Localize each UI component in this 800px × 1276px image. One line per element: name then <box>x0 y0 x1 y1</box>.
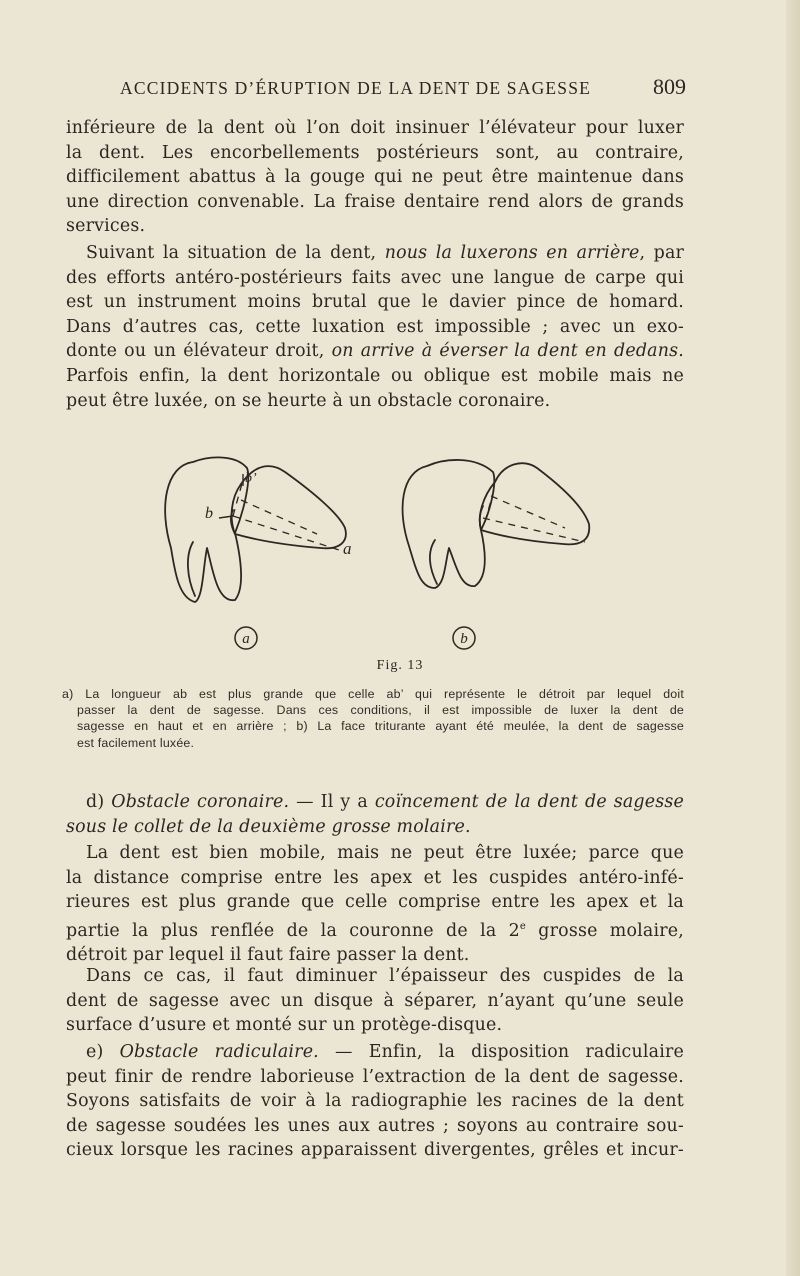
text-line: peut être luxée, on se heurte à un obstacle coronaire. <box>66 390 551 411</box>
section-e <box>66 1040 684 1163</box>
line-right-2 <box>491 496 565 528</box>
text-line: la distance comprise entre les apex et les cuspides antéro-infé- <box>66 867 684 888</box>
text-line <box>66 790 684 815</box>
text-line: Soyons satisfaits de voir à la radiographie les racines de la dent <box>66 1091 684 1112</box>
italic-run: coïncement de la dent de sagesse <box>374 792 684 812</box>
text-line: Parfois enfin, la dent horizontale ou oblique est mobile mais ne <box>66 365 684 386</box>
text-line: inférieure de la dent où l’on doit insinuer l’élévateur pour luxer <box>66 118 684 138</box>
text-line: services. <box>66 216 146 237</box>
line-right-1 <box>483 518 585 542</box>
text-line: la dent. Les encorbellements postérieurs sont, au contraire, <box>66 142 684 163</box>
italic-run: on arrive à éverser la dent en dedans. <box>331 341 684 362</box>
paragraph-3 <box>66 841 684 968</box>
text-run: partie la plus renflée de la couronne de la 2 <box>66 920 520 941</box>
text-line: rieures est plus grande que celle comprise entre les apex et la <box>66 892 684 913</box>
text-run: e) <box>86 1042 120 1062</box>
text-run: , par <box>639 243 685 263</box>
italic-run: nous la luxerons en arrière <box>384 243 640 263</box>
text-line: peut finir de rendre laborieuse l’extraction de la dent de sagesse. <box>66 1066 684 1087</box>
text-line: de sagesse soudées les unes aux autres ; soyons au contraire sou- <box>66 1115 684 1136</box>
label-b: b <box>205 505 213 522</box>
label-b-prime: b’ <box>245 471 257 486</box>
panel-a-marker: a <box>242 631 250 647</box>
paragraph-4 <box>66 964 684 1038</box>
text-line <box>66 339 684 364</box>
running-title: ACCIDENTS D’ÉRUPTION DE LA DENT DE SAGESSE <box>120 78 592 98</box>
italic-run: Obstacle coronaire. <box>111 792 290 812</box>
text-line <box>66 915 684 943</box>
superscript: e <box>519 920 527 932</box>
figure-caption <box>62 686 684 751</box>
caption-line: passer la dent de sagesse. Dans ces conditions, il est impossible de luxer la dent de <box>77 703 684 718</box>
text-run: d) <box>86 792 112 812</box>
text-line <box>66 1040 684 1065</box>
text-run: — Il y a <box>289 792 375 812</box>
label-a: a <box>343 539 352 558</box>
text-line: surface d’usure et monté sur un protège-disque. <box>66 1015 503 1036</box>
wisdom-tooth-right <box>480 463 589 544</box>
panel-b-marker: b <box>460 631 468 647</box>
running-head <box>120 74 686 100</box>
text-line: des efforts antéro-postérieurs faits avec une langue de carpe qui <box>66 267 684 288</box>
text-line: difficilement abattus à la gouge qui ne peut être maintenue dans <box>66 167 684 188</box>
text-line: une direction convenable. La fraise dentaire rend alors de grands <box>66 191 684 212</box>
text-line: détroit par lequel il faut faire passer la dent. <box>66 945 470 966</box>
paragraph-1 <box>66 116 684 239</box>
figure-13-drawing <box>145 438 625 660</box>
text-run: — Enfin, la disposition radiculaire <box>318 1042 684 1062</box>
section-d-heading <box>66 790 684 839</box>
text-run: donte ou un élévateur droit, <box>66 341 332 362</box>
paragraph-2 <box>66 241 684 413</box>
page-number: 809 <box>653 74 686 99</box>
text-run: grosse molaire, <box>526 920 684 941</box>
caption-line: a) La longueur ab est plus grande que celle ab’ qui représente le détroit par lequel doit <box>62 687 684 701</box>
caption-line: sagesse en haut et en arrière ; b) La face triturante ayant été meulée, la dent de sagesse <box>77 719 684 734</box>
molar-right-root-inner <box>430 540 437 584</box>
figure-title: Fig. 13 <box>376 658 424 673</box>
text-line: dent de sagesse avec un disque à séparer, n’ayant qu’une seule <box>66 990 684 1011</box>
molar-left-outline <box>165 457 248 602</box>
text-line: Dans ce cas, il faut diminuer l’épaisseur des cuspides de la <box>86 966 684 986</box>
text-run: Suivant la situation de la dent, <box>86 243 385 263</box>
text-line: Dans d’autres cas, cette luxation est impossible ; avec un exo- <box>66 316 684 337</box>
molar-left-root-inner <box>188 542 195 596</box>
italic-run: Obstacle radiculaire. <box>119 1042 319 1062</box>
line-right-3 <box>485 486 495 522</box>
text-line: La dent est bien mobile, mais ne peut être luxée; parce que <box>86 843 684 863</box>
line-ab-prime <box>241 500 317 534</box>
text-line: est un instrument moins brutal que le davier pince de homard. <box>66 292 684 313</box>
caption-line: est facilement luxée. <box>77 735 195 750</box>
page-edge <box>786 0 800 1276</box>
text-line: cieux lorsque les racines apparaissent divergentes, grêles et incur- <box>66 1140 684 1161</box>
italic-line: sous le collet de la deuxième grosse molaire. <box>66 816 471 837</box>
text-line <box>66 241 684 266</box>
